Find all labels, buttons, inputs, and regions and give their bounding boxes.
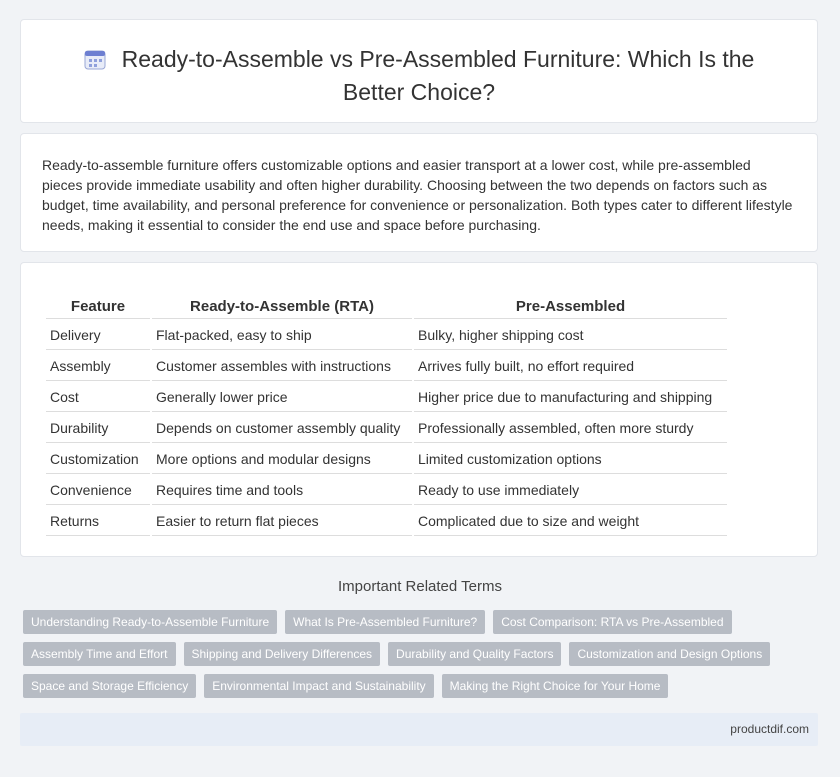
table-cell: Bulky, higher shipping cost: [414, 321, 727, 350]
footer-site-link[interactable]: productdif.com: [730, 722, 809, 736]
table-cell: Easier to return flat pieces: [152, 507, 412, 536]
related-term-link[interactable]: Environmental Impact and Sustainability: [204, 674, 433, 698]
table-row: [46, 321, 727, 350]
comparison-card: [20, 262, 818, 557]
table-cell: Durability: [46, 414, 150, 443]
table-cell: Professionally assembled, often more sturdy: [414, 414, 727, 443]
tag-row: [23, 610, 823, 634]
table-row: [46, 383, 727, 412]
table-cell: Assembly: [46, 352, 150, 381]
related-term-link[interactable]: Understanding Ready-to-Assemble Furniture: [23, 610, 277, 634]
table-cell: Flat-packed, easy to ship: [152, 321, 412, 350]
table-cell: Returns: [46, 507, 150, 536]
related-term-link[interactable]: What Is Pre-Assembled Furniture?: [285, 610, 485, 634]
table-row: [46, 445, 727, 474]
table-cell: Customization: [46, 445, 150, 474]
table-row: [46, 414, 727, 443]
related-term-link[interactable]: Assembly Time and Effort: [23, 642, 176, 666]
table-cell: Delivery: [46, 321, 150, 350]
table-row: [46, 507, 727, 536]
related-terms-title: Important Related Terms: [338, 578, 502, 595]
table-cell: Depends on customer assembly quality: [152, 414, 412, 443]
header-feature: Feature: [46, 296, 150, 319]
header-rta: Ready-to-Assemble (RTA): [152, 296, 412, 319]
table-cell: Arrives fully built, no effort required: [414, 352, 727, 381]
related-term-link[interactable]: Cost Comparison: RTA vs Pre-Assembled: [493, 610, 731, 634]
related-term-link[interactable]: Durability and Quality Factors: [388, 642, 561, 666]
title-line-1: Ready-to-Assemble vs Pre-Assembled Furniture: Which Is the: [121, 46, 755, 72]
related-terms-list: [23, 610, 823, 706]
table-cell: Customer assembles with instructions: [152, 352, 412, 381]
header-card: [20, 19, 818, 123]
table-cell: Higher price due to manufacturing and shipping: [414, 383, 727, 412]
tag-row: [23, 642, 823, 666]
title-line-2: Better Choice?: [342, 79, 496, 105]
related-term-link[interactable]: Making the Right Choice for Your Home: [442, 674, 669, 698]
page-title: [21, 44, 817, 107]
table-row: [46, 476, 727, 505]
comparison-table: [44, 294, 729, 538]
table-cell: Requires time and tools: [152, 476, 412, 505]
summary-card: [20, 133, 818, 252]
calendar-icon: [84, 47, 106, 77]
table-cell: Limited customization options: [414, 445, 727, 474]
table-cell: Convenience: [46, 476, 150, 505]
tag-row: [23, 674, 823, 698]
table-cell: Generally lower price: [152, 383, 412, 412]
table-row: [46, 352, 727, 381]
summary-text: Ready-to-assemble furniture offers customizable options and easier transport at a lower cost, while pre-assembled pieces provide immediate usability and often higher durability. Choosing between the two depends on factors such as budget, time availability, and personal preference for convenience or personalization. Both types cater to different lifestyle needs, making it essential to consider the end use and space before purchasing.: [42, 157, 793, 233]
table-header-row: [46, 296, 727, 319]
table-cell: Complicated due to size and weight: [414, 507, 727, 536]
footer: [20, 713, 818, 746]
header-pre-assembled: Pre-Assembled: [414, 296, 727, 319]
table-cell: Ready to use immediately: [414, 476, 727, 505]
related-term-link[interactable]: Shipping and Delivery Differences: [184, 642, 381, 666]
table-cell: Cost: [46, 383, 150, 412]
related-term-link[interactable]: Space and Storage Efficiency: [23, 674, 196, 698]
related-term-link[interactable]: Customization and Design Options: [569, 642, 770, 666]
table-cell: More options and modular designs: [152, 445, 412, 474]
